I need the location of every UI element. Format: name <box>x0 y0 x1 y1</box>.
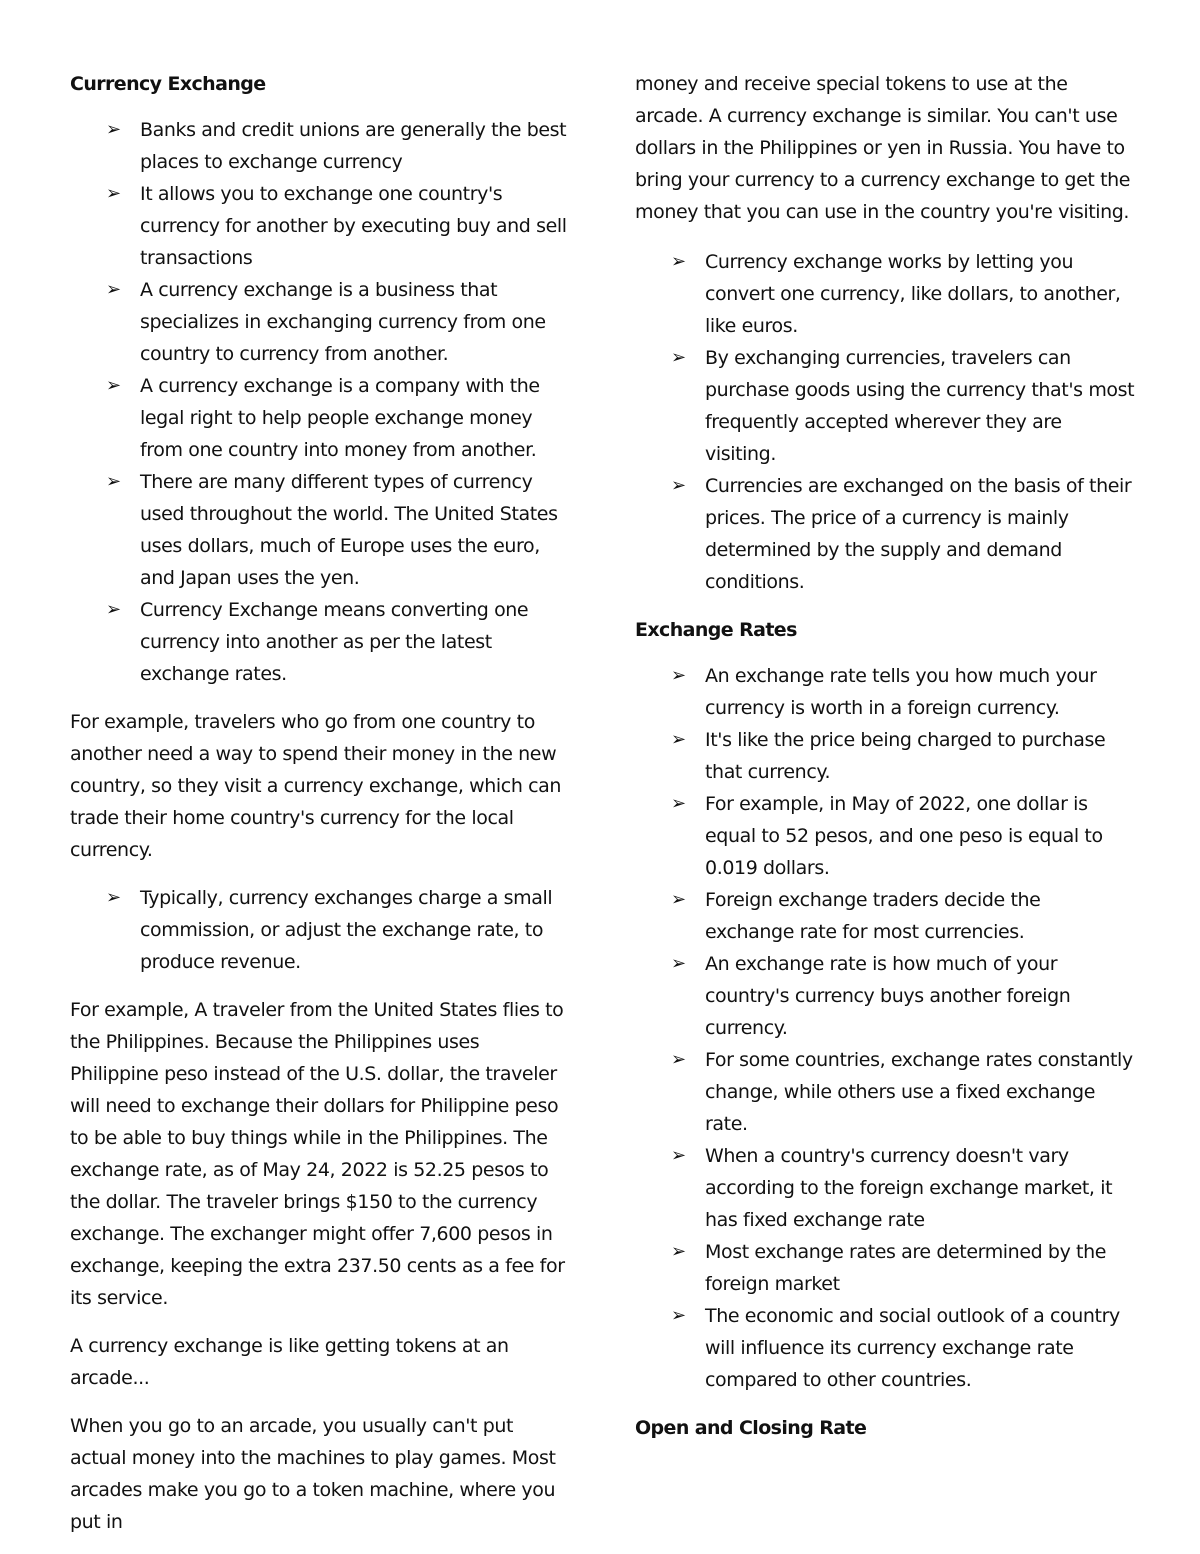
arrow-bullet-icon: ➢ <box>671 1305 686 1326</box>
list-item: ➢ Currencies are exchanged on the basis of their prices. The price of a currency is mainly determined by the supply and demand conditions. <box>705 470 1135 598</box>
list-item: ➢ The economic and social outlook of a country will influence its currency exchange rate compared to other countries. <box>705 1300 1135 1396</box>
paragraph-philippines-example: For example, A traveler from the United States flies to the Philippines. Because the Philippines uses Philippine peso instead of the U.S. dollar, the traveler will need to exchange their dollars for Philippine peso to be able to buy things while in the Philippines. The exchange rate, as of May 24, 2022 is 52.25 pesos to the dollar. The traveler brings $150 to the currency exchange. The exchanger might offer 7,600 pesos in exchange, keeping the extra 237.50 cents as a fee for its service. <box>70 999 565 1309</box>
bullet-list-commission <box>70 882 570 978</box>
list-item: ➢ An exchange rate is how much of your country's currency buys another foreign currency. <box>705 948 1135 1044</box>
paragraph-arcade-analogy: A currency exchange is like getting tokens at an arcade... <box>70 1335 509 1389</box>
list-item: ➢ It allows you to exchange one country's currency for another by executing buy and sell transactions <box>140 178 570 274</box>
paragraph-arcade-details: When you go to an arcade, you usually can't put actual money into the machines to play games. Most arcades make you go to a token machine, where you put in <box>70 1415 556 1533</box>
list-item: ➢ Currency Exchange means converting one currency into another as per the latest exchange rates. <box>140 594 570 690</box>
arrow-bullet-icon: ➢ <box>671 475 686 496</box>
arrow-bullet-icon: ➢ <box>671 347 686 368</box>
heading-exchange-rates: Exchange Rates <box>635 619 797 641</box>
arrow-bullet-icon: ➢ <box>671 889 686 910</box>
arrow-bullet-icon: ➢ <box>671 665 686 686</box>
arrow-bullet-icon: ➢ <box>671 729 686 750</box>
list-item: ➢ For example, in May of 2022, one dollar is equal to 52 pesos, and one peso is equal to 0.019 dollars. <box>705 788 1135 884</box>
list-item: ➢ Typically, currency exchanges charge a small commission, or adjust the exchange rate, to produce revenue. <box>140 882 570 978</box>
heading-currency-exchange: Currency Exchange <box>70 73 266 95</box>
paragraph-travelers-example: For example, travelers who go from one country to another need a way to spend their money in the new country, so they visit a currency exchange, which can trade their home country's currency for the local currency. <box>70 711 562 861</box>
list-item: ➢ By exchanging currencies, travelers can purchase goods using the currency that's most frequently accepted wherever they are visiting. <box>705 342 1135 470</box>
list-item: ➢ Most exchange rates are determined by the foreign market <box>705 1236 1135 1300</box>
arrow-bullet-icon: ➢ <box>106 471 121 492</box>
list-item: ➢ A currency exchange is a business that specializes in exchanging currency from one country to currency from another. <box>140 274 570 370</box>
arrow-bullet-icon: ➢ <box>671 1049 686 1070</box>
bullet-list-definitions <box>70 114 570 690</box>
arrow-bullet-icon: ➢ <box>671 1145 686 1166</box>
bullet-list-how-it-works <box>635 246 1135 598</box>
arrow-bullet-icon: ➢ <box>106 887 121 908</box>
arrow-bullet-icon: ➢ <box>106 599 121 620</box>
arrow-bullet-icon: ➢ <box>106 279 121 300</box>
left-column <box>70 68 570 1554</box>
list-item: ➢ Foreign exchange traders decide the exchange rate for most currencies. <box>705 884 1135 948</box>
paragraph-arcade-continued: money and receive special tokens to use at the arcade. A currency exchange is similar. You can't use dollars in the Philippines or yen in Russia. You have to bring your currency to a currency exchange to get the money that you can use in the country you're visiting. <box>635 73 1131 223</box>
arrow-bullet-icon: ➢ <box>671 251 686 272</box>
list-item: ➢ A currency exchange is a company with the legal right to help people exchange money from one country into money from another. <box>140 370 570 466</box>
list-item: ➢ There are many different types of currency used throughout the world. The United States uses dollars, much of Europe uses the euro, and Japan uses the yen. <box>140 466 570 594</box>
arrow-bullet-icon: ➢ <box>106 375 121 396</box>
arrow-bullet-icon: ➢ <box>671 953 686 974</box>
bullet-list-exchange-rates <box>635 660 1135 1396</box>
heading-open-closing-rate: Open and Closing Rate <box>635 1417 867 1439</box>
right-column <box>635 68 1135 1458</box>
arrow-bullet-icon: ➢ <box>671 793 686 814</box>
list-item: ➢ For some countries, exchange rates constantly change, while others use a fixed exchange rate. <box>705 1044 1135 1140</box>
list-item: ➢ Currency exchange works by letting you convert one currency, like dollars, to another, like euros. <box>705 246 1135 342</box>
list-item: ➢ Banks and credit unions are generally the best places to exchange currency <box>140 114 570 178</box>
list-item: ➢ An exchange rate tells you how much your currency is worth in a foreign currency. <box>705 660 1135 724</box>
arrow-bullet-icon: ➢ <box>106 119 121 140</box>
arrow-bullet-icon: ➢ <box>106 183 121 204</box>
arrow-bullet-icon: ➢ <box>671 1241 686 1262</box>
list-item: ➢ When a country's currency doesn't vary according to the foreign exchange market, it has fixed exchange rate <box>705 1140 1135 1236</box>
list-item: ➢ It's like the price being charged to purchase that currency. <box>705 724 1135 788</box>
